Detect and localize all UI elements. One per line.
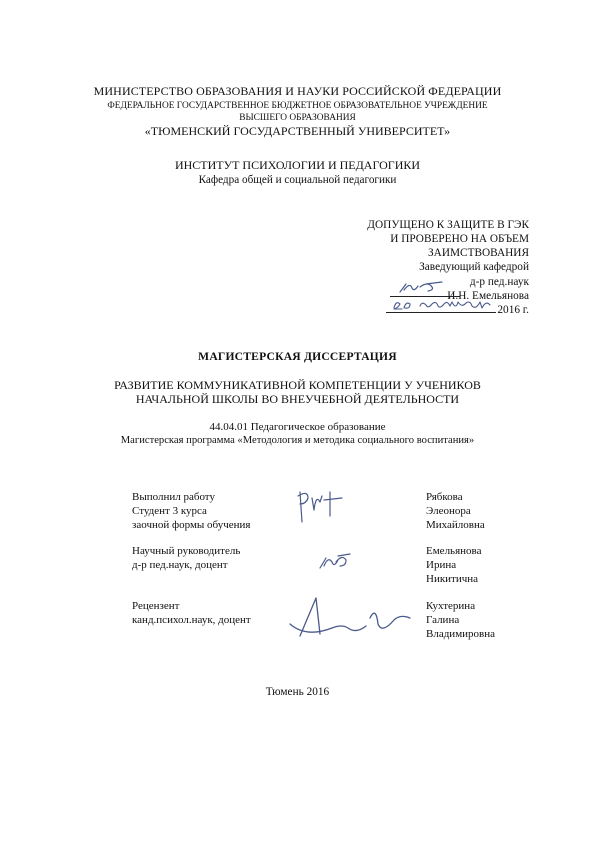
specialty: 44.04.01 Педагогическое образование — [209, 421, 386, 433]
approval-line-2: И ПРОВЕРЕНО НА ОБЪЕМ — [390, 233, 529, 245]
reviewer-surname: Кухтерина — [426, 600, 476, 612]
head-signature — [398, 278, 448, 296]
head-degree: д-р пед.наук — [469, 276, 529, 288]
approval-line-3: ЗАИМСТВОВАНИЯ — [428, 247, 529, 259]
supervisor-patronymic: Никитична — [426, 573, 479, 585]
topic-line-2: НАЧАЛЬНОЙ ШКОЛЫ ВО ВНЕУЧЕБНОЙ ДЕЯТЕЛЬНОСТИ — [135, 392, 460, 406]
author-role-3: заочной формы обучения — [132, 519, 251, 531]
reviewer-first-name: Галина — [426, 614, 460, 626]
author-patronymic: Михайловна — [426, 519, 485, 531]
handwritten-date — [392, 296, 497, 314]
institute-name: ИНСТИТУТ ПСИХОЛОГИИ И ПЕДАГОГИКИ — [174, 158, 421, 172]
author-surname: Рябкова — [426, 491, 463, 503]
reviewer-role-1: Рецензент — [132, 600, 180, 612]
reviewer-patronymic: Владимировна — [426, 628, 496, 640]
reviewer-signature — [286, 594, 418, 644]
approval-year: 2016 г. — [497, 304, 529, 316]
supervisor-role-2: д-р пед.наук, доцент — [132, 559, 228, 571]
head-position: Заведующий кафедрой — [419, 261, 529, 273]
author-role-1: Выполнил работу — [132, 491, 215, 503]
author-signature — [290, 486, 350, 526]
city-year: Тюмень 2016 — [265, 686, 330, 698]
reviewer-role-2: канд.психол.наук, доцент — [132, 614, 251, 626]
supervisor-role-1: Научный руководитель — [132, 545, 241, 557]
supervisor-surname: Емельянова — [426, 545, 482, 557]
head-name: И.Н. Емельянова — [447, 290, 529, 302]
university-name: «ТЮМЕНСКИЙ ГОСУДАРСТВЕННЫЙ УНИВЕРСИТЕТ» — [144, 124, 451, 138]
education-level: ВЫСШЕГО ОБРАЗОВАНИЯ — [239, 113, 356, 123]
ministry-name: МИНИСТЕРСТВО ОБРАЗОВАНИЯ И НАУКИ РОССИЙСКОЙ ФЕДЕРАЦИИ — [93, 84, 502, 98]
document-type: МАГИСТЕРСКАЯ ДИССЕРТАЦИЯ — [198, 350, 397, 363]
author-first-name: Элеонора — [426, 505, 471, 517]
supervisor-first-name: Ирина — [426, 559, 457, 571]
approval-line-1: ДОПУЩЕНО К ЗАЩИТЕ В ГЭК — [367, 219, 529, 231]
institution-type: ФЕДЕРАЛЬНОЕ ГОСУДАРСТВЕННОЕ БЮДЖЕТНОЕ ОБРАЗОВАТЕЛЬНОЕ УЧРЕЖДЕНИЕ — [107, 101, 488, 111]
program: Магистерская программа «Методология и методика социального воспитания» — [120, 435, 475, 446]
department-name: Кафедра общей и социальной педагогики — [198, 174, 397, 186]
supervisor-signature — [316, 548, 352, 574]
author-role-2: Студент 3 курса — [132, 505, 207, 517]
topic-line-1: РАЗВИТИЕ КОММУНИКАТИВНОЙ КОМПЕТЕНЦИИ У УЧЕНИКОВ — [114, 378, 481, 392]
